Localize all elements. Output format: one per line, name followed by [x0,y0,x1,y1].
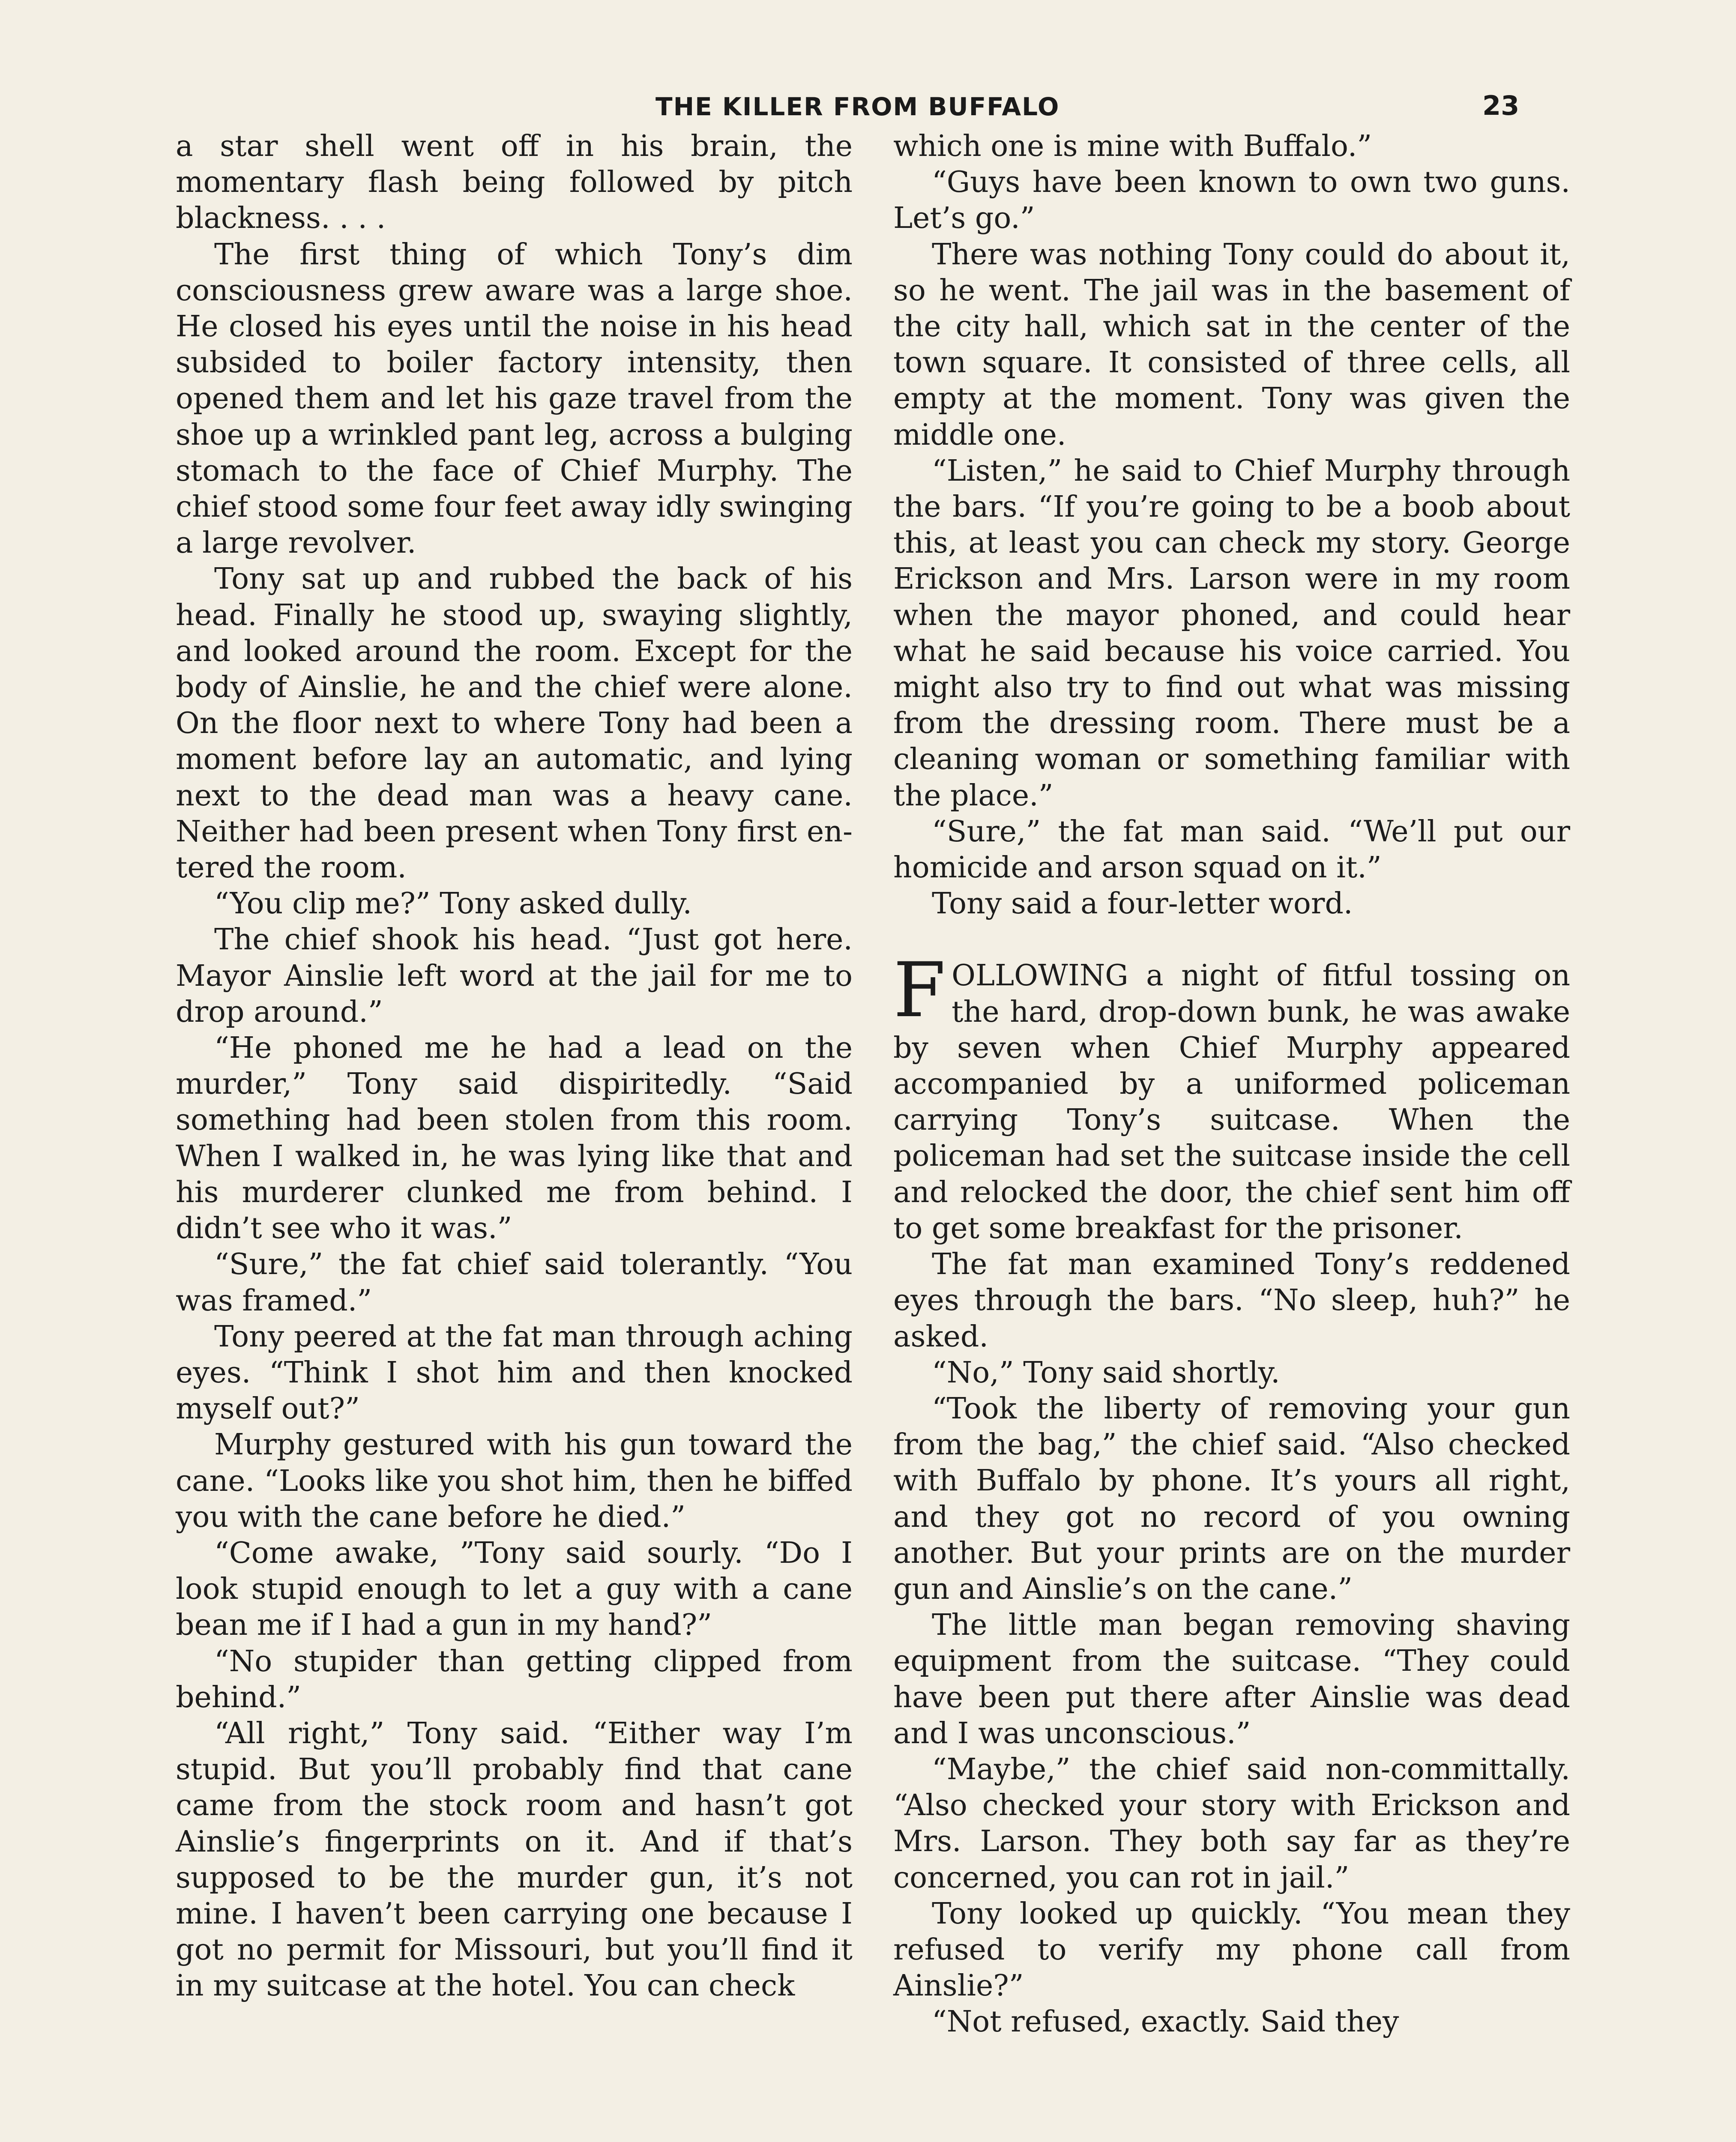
paragraph: “Not refused, exactly. Said they [932,2005,1399,2039]
paragraph: The chief shook his head. “Just got here. Mayor Ainslie left word at the jail for me to drop around.” [176,923,853,1029]
paragraph: The fat man examined Tony’s reddened eyes through the bars. “No sleep, huh?” he asked. [893,1248,1570,1354]
paragraph: “Sure,” the fat man said. “We’ll put our homicide and arson squad on it.” [893,814,1570,885]
paragraph: a star shell went off in his brain, the momentary flash being followed by pitch blackness. . . . [176,129,853,236]
paragraph: “Guys have been known to own two guns. Let’s go.” [893,165,1570,236]
section-break [893,922,1570,958]
paragraph: “Maybe,” the chief said non-committally. “Also checked your story with Erickson and Mrs. Larson. They both say far as they’re concerned, you can rot in jail.” [893,1752,1570,1895]
paragraph: “Sure,” the fat chief said tolerantly. “You was framed.” [176,1248,853,1318]
paragraph: “Took the liberty of removing your gun from the bag,” the chief said. “Also checked with Buffalo by phone. It’s yours all right, and they got no record of you owning another. But your prints are on the murder gun and Ainslie’s on the cane.” [893,1391,1570,1606]
right-column [893,129,1570,2040]
paragraph: The first thing of which Tony’s dim consciousness grew aware was a large shoe. He closed his eyes until the noise in his head subsided to boiler factory intensity, then opened them and let his gaze travel from the shoe up a wrinkled pant leg, across a bulging stomach to the face of Chief Murphy. The chief stood some four feet away idly swinging a large revolver. [176,237,853,560]
paragraph: Tony said a four-letter word. [932,887,1353,921]
paragraph: Tony sat up and rubbed the back of his head. Finally he stood up, swaying slightly, and looked around the room. Except for the body of Ainslie, he and the chief were alone. On the floor next to where Tony had been a moment before lay an automatic, and lying next to the dead man was a heavy cane. Neither had been present when Tony first entered the room. [176,562,853,885]
paragraph: “All right,” Tony said. “Either way I’m stupid. But you’ll probably find that cane came from the stock room and hasn’t got Ainslie’s fingerprints on it. And if that’s supposed to be the murder gun, it’s not mine. I haven’t been carrying one because I got no permit for Missouri, but you’ll find it in my suitcase at the hotel. You can check [176,1716,853,2003]
paragraph: “He phoned me he had a lead on the murder,” Tony said dispiritedly. “Said something had been stolen from this room. When I walked in, he was lying like that and his murderer clunked me from behind. I didn’t see who it was.” [176,1031,853,1246]
drop-cap: F [893,946,946,1035]
paragraph: Tony peered at the fat man through aching eyes. “Think I shot him and then knocked myself out?” [176,1319,853,1426]
paragraph: which one is mine with Buffalo.” [893,129,1372,163]
running-header-title: THE KILLER FROM BUFFALO [655,92,1060,121]
paragraph: The little man began removing shaving equipment from the suitcase. “They could have been put there after Ainslie was dead and I was unconscious.” [893,1608,1570,1750]
opening-text: OLLOWING a night of fitful tossing on the hard, drop-down bunk, he was awake by seven when Chief Murphy appeared accompanied by a uniformed policeman carrying Tony’s suitcase. When the policeman had set the suitcase inside the cell and relocked the door, the chief sent him off to get some breakfast for the prisoner. [893,959,1570,1245]
paragraph: “Listen,” he said to Chief Murphy through the bars. “If you’re going to be a boob about this, at least you can check my story. George Erickson and Mrs. Larson were in my room when the mayor phoned, and could hear what he said because his voice carried. You might also try to find out what was missing from the dressing room. There must be a cleaning woman or something familiar with the place.” [893,454,1570,813]
paragraph: There was nothing Tony could do about it, so he went. The jail was in the basement of the city hall, which sat in the center of the town square. It consisted of three cells, all empty at the moment. Tony was given the middle one. [893,237,1570,452]
section-opening [893,946,1570,1247]
paragraph: “Come awake, ”Tony said sourly. “Do I look stupid enough to let a guy with a cane bean me if I had a gun in my hand?” [176,1536,853,1642]
paragraph: Tony looked up quickly. “You mean they refused to verify my phone call from Ainslie?” [893,1897,1570,2003]
opening-paragraph [893,946,1570,1247]
left-column [176,129,853,2004]
page-number: 23 [1482,90,1520,121]
paragraph: Murphy gestured with his gun toward the cane. “Looks like you shot him, then he biffed you with the cane before he died.” [176,1428,853,1534]
paragraph: “You clip me?” Tony asked dully. [214,887,692,921]
paragraph: “No,” Tony said shortly. [932,1355,1280,1390]
paragraph: “No stupider than getting clipped from behind.” [176,1644,853,1714]
